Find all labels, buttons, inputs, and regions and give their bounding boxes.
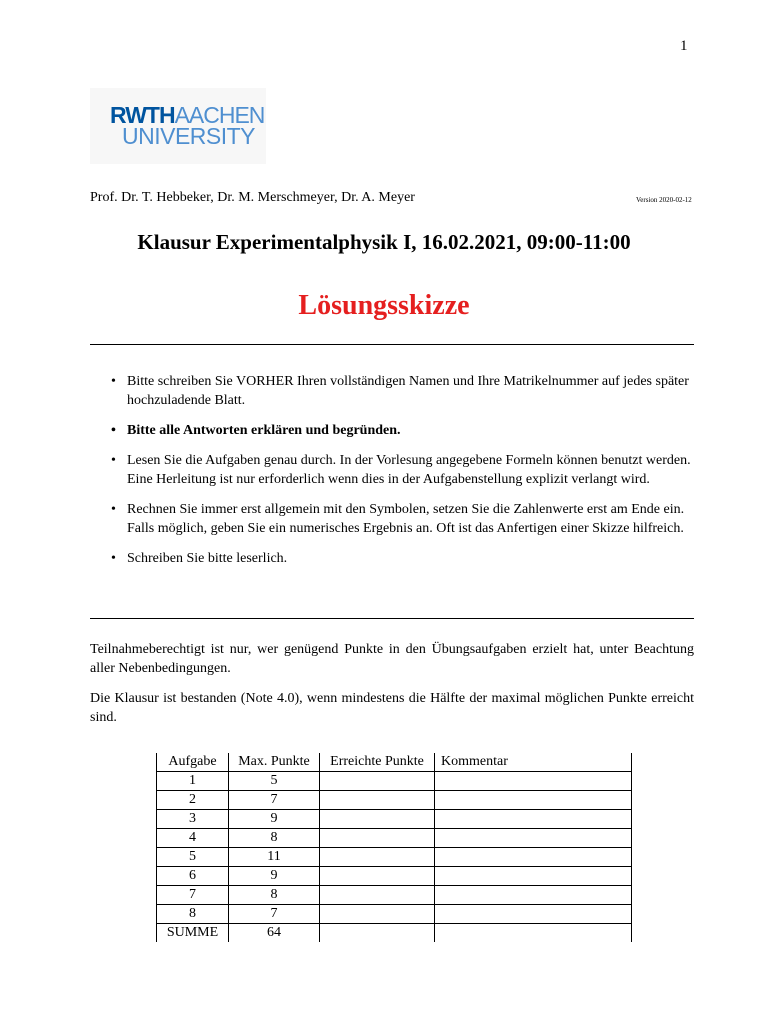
table-row [157,848,632,867]
instruction-text: Bitte alle Antworten erklären und begründen. [127,423,401,438]
table-row [157,867,632,886]
cell-max-punkte: 5 [229,772,320,791]
page-number: 1 [680,38,688,54]
cell-kommentar [435,848,632,867]
divider-bottom [90,618,694,619]
header-aufgabe: Aufgabe [157,753,229,772]
eligibility-paragraph: Teilnahmeberechtigt ist nur, wer genügend Punkte in den Übungsaufgaben erzielt hat, unter Beachtung aller Nebenbedingungen. [90,642,694,676]
cell-aufgabe: SUMME [157,924,229,943]
cell-kommentar [435,772,632,791]
header-max-punkte: Max. Punkte [229,753,320,772]
cell-aufgabe: 8 [157,905,229,924]
cell-erreichte-punkte [320,810,435,829]
instruction-text: Rechnen Sie immer erst allgemein mit den Symbolen, setzen Sie die Zahlenwerte erst am Ende ein. Falls möglich, geben Sie ein numerisches Ergebnis an. Oft ist das Anfertigen einer Skizze hilfreich. [127,502,685,536]
cell-kommentar [435,791,632,810]
table-row [157,905,632,924]
instruction-item [90,372,694,410]
instruction-text: Lesen Sie die Aufgaben genau durch. In der Vorlesung angegebene Formeln können benutzt werden. Eine Herleitung ist nur erforderlich wenn dies in der Aufgabenstellung explizit verlangt wird. [127,453,691,487]
cell-kommentar [435,829,632,848]
logo-university: UNIVERSITY [122,123,256,149]
bullet-icon: • [111,423,116,438]
instruction-item [90,421,694,440]
cell-max-punkte: 8 [229,886,320,905]
cell-max-punkte: 9 [229,810,320,829]
bullet-icon: • [111,374,116,389]
logo-aachen: AACHEN [174,102,265,128]
cell-erreichte-punkte [320,886,435,905]
table-row [157,772,632,791]
table-row [157,886,632,905]
cell-kommentar [435,924,632,943]
version-label: Version 2020-02-12 [636,196,692,204]
cell-max-punkte: 8 [229,829,320,848]
instruction-text: Schreiben Sie bitte leserlich. [127,551,288,566]
table-row [157,810,632,829]
instructions-list [90,372,694,579]
divider-top [90,344,694,345]
instruction-item [90,451,694,489]
bullet-icon: • [111,502,116,517]
cell-max-punkte: 11 [229,848,320,867]
instruction-text: Bitte schreiben Sie VORHER Ihren vollständigen Namen und Ihre Matrikelnummer auf jedes später hochzuladende Blatt. [127,374,689,408]
table-row [157,791,632,810]
cell-aufgabe: 4 [157,829,229,848]
university-logo [90,88,266,164]
cell-aufgabe: 1 [157,772,229,791]
header-erreichte-punkte: Erreichte Punkte [320,753,435,772]
header-kommentar: Kommentar [435,753,632,772]
instruction-item [90,500,694,538]
cell-erreichte-punkte [320,772,435,791]
cell-erreichte-punkte [320,905,435,924]
cell-max-punkte: 7 [229,791,320,810]
cell-erreichte-punkte [320,867,435,886]
cell-max-punkte: 64 [229,924,320,943]
cell-aufgabe: 6 [157,867,229,886]
cell-aufgabe: 2 [157,791,229,810]
cell-aufgabe: 5 [157,848,229,867]
bullet-icon: • [111,453,116,468]
cell-erreichte-punkte [320,791,435,810]
score-table [156,753,632,942]
score-table-header [157,753,632,772]
bullet-icon: • [111,551,116,566]
cell-aufgabe: 3 [157,810,229,829]
authors: Prof. Dr. T. Hebbeker, Dr. M. Merschmeyer, Dr. A. Meyer [90,190,415,205]
cell-erreichte-punkte [320,829,435,848]
passing-paragraph: Die Klausur ist bestanden (Note 4.0), wenn mindestens die Hälfte der maximal möglichen Punkte erreicht sind. [90,691,694,725]
cell-erreichte-punkte [320,848,435,867]
cell-max-punkte: 9 [229,867,320,886]
table-row [157,829,632,848]
table-row [157,924,632,943]
cell-max-punkte: 7 [229,905,320,924]
cell-erreichte-punkte [320,924,435,943]
cell-aufgabe: 7 [157,886,229,905]
cell-kommentar [435,867,632,886]
cell-kommentar [435,886,632,905]
instruction-item [90,549,694,568]
cell-kommentar [435,810,632,829]
exam-title: Klausur Experimentalphysik I, 16.02.2021, 09:00-11:00 [137,230,631,254]
solution-subtitle: Lösungsskizze [298,290,470,321]
logo-rwth: RWTH [110,102,175,128]
cell-kommentar [435,905,632,924]
